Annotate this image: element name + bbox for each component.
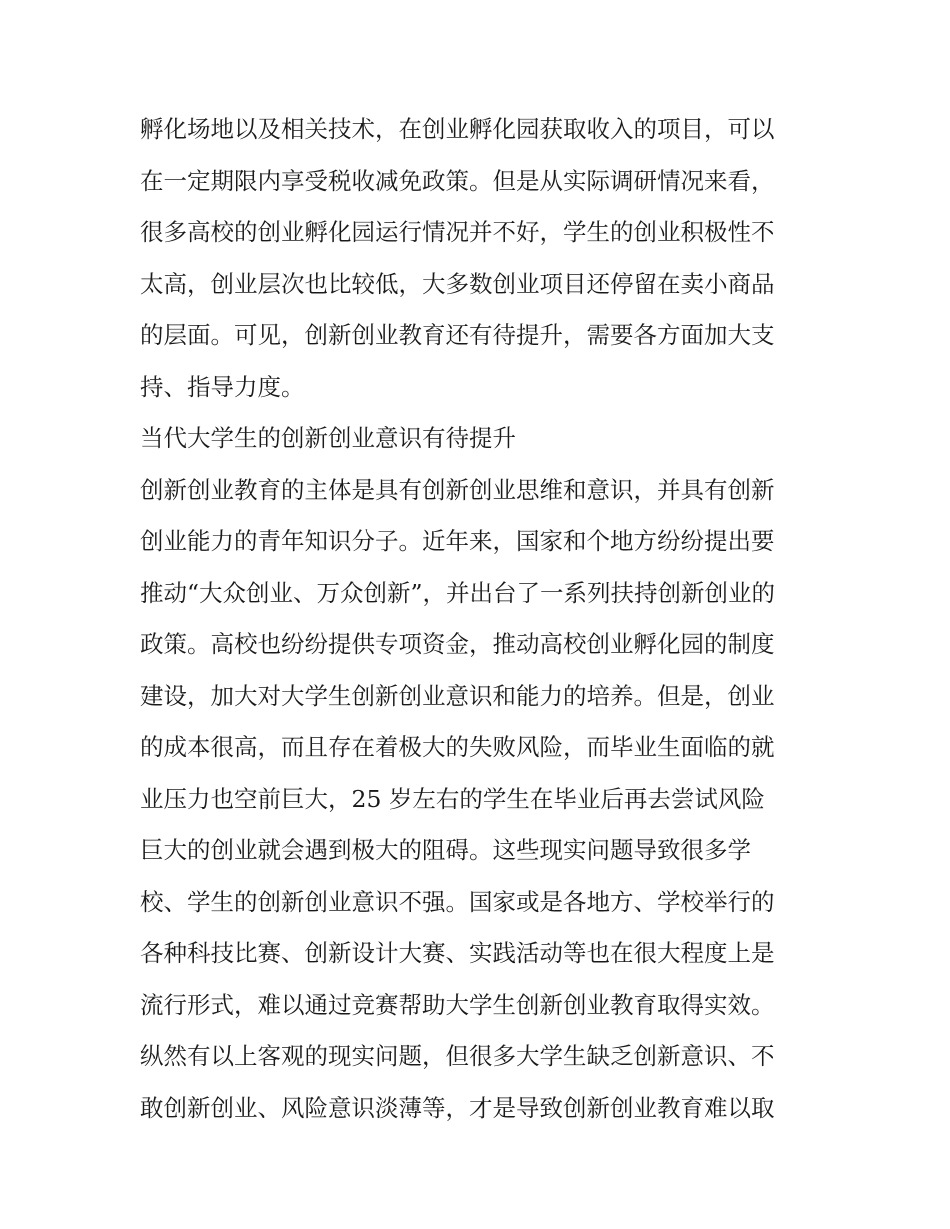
text-line: 纵然有以上客观的现实问题，但很多大学生缺乏创新意识、不: [140, 1042, 775, 1070]
body-text: [140, 104, 812, 1134]
text-line: 推动“大众创业、万众创新”，并出台了一系列扶持创新创业的: [140, 578, 776, 607]
text-line: 的层面。可见，创新创业教育还有待提升，需要各方面加大支: [140, 321, 775, 349]
text-line: 各种科技比赛、创新设计大赛、实践活动等也在很大程度上是: [140, 939, 775, 967]
text-line: 政策。高校也纷纷提供专项资金，推动高校创业孵化园的制度: [140, 630, 775, 658]
section-heading: 当代大学生的创新创业意识有待提升: [140, 424, 516, 452]
text-line: 创业能力的青年知识分子。近年来，国家和个地方纷纷提出要: [140, 527, 775, 555]
text-line: 创新创业教育的主体是具有创新创业思维和意识，并具有创新: [140, 475, 775, 504]
text-line: 校、学生的创新创业意识不强。国家或是各地方、学校举行的: [140, 887, 775, 916]
text-line: 业压力也空前巨大，25 岁左右的学生在毕业后再去尝试风险: [140, 784, 765, 813]
text-line: 很多高校的创业孵化园运行情况并不好，学生的创业积极性不: [140, 218, 775, 246]
text-line: 巨大的创业就会遇到极大的阻碍。这些现实问题导致很多学: [140, 836, 751, 864]
text-line: 流行形式，难以通过竞赛帮助大学生创新创业教育取得实效。: [140, 990, 775, 1019]
text-line: 的成本很高，而且存在着极大的失败风险，而毕业生面临的就: [140, 733, 775, 761]
text-line: 敢创新创业、风险意识淡薄等，才是导致创新创业教育难以取: [140, 1093, 775, 1122]
text-line: 持、指导力度。: [140, 372, 305, 401]
text-line: 太高，创业层次也比较低，大多数创业项目还停留在卖小商品: [140, 269, 775, 298]
text-line: 建设，加大对大学生创新创业意识和能力的培养。但是，创业: [140, 681, 775, 710]
text-line: 孵化场地以及相关技术，在创业孵化园获取收入的项目，可以: [140, 115, 775, 143]
text-line: 在一定期限内享受税收减免政策。但是从实际调研情况来看，: [140, 166, 775, 195]
